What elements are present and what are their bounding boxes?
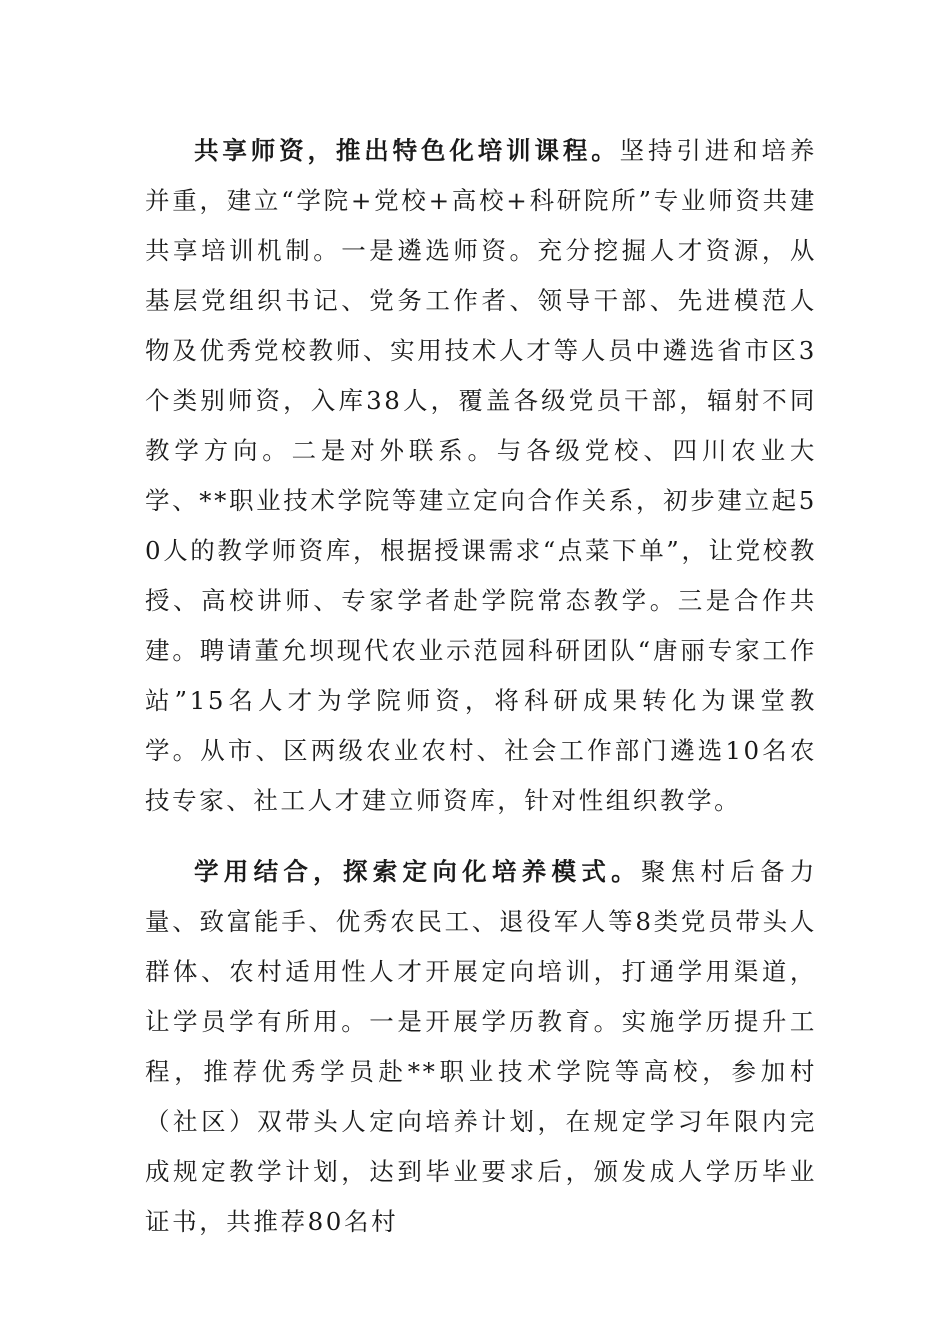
document-page (145, 126, 817, 1247)
paragraph-body: 坚持引进和培养并重，建立“学院+党校+高校+科研院所”专业师资共建共享培训机制。一是遴选师资。充分挖掘人才资源，从基层党组织书记、党务工作者、领导干部、先进模范人物及优秀党校教师、实用技术人才等人员中遴选省市区3个类别师资，入库38人，覆盖各级党员干部，辐射不同教学方向。二是对外联系。与各级党校、四川农业大学、**职业技术学院等建立定向合作关系，初步建立起50人的教学师资库，根据授课需求“点菜下单”，让党校教授、高校讲师、专家学者赴学院常态教学。三是合作共建。聘请董允坝现代农业示范园科研团队“唐丽专家工作站”15名人才为学院师资，将科研成果转化为课堂教学。从市、区两级农业农村、社会工作部门遴选10名农技专家、社工人才建立师资库，针对性组织教学。 (145, 136, 817, 815)
paragraph-directed-training (145, 847, 817, 1247)
paragraph-shared-faculty (145, 126, 817, 826)
paragraph-body: 聚焦村后备力量、致富能手、优秀农民工、退役军人等8类党员带头人群体、农村适用性人才开展定向培训，打通学用渠道，让学员学有所用。一是开展学历教育。实施学历提升工程，推荐优秀学员赴**职业技术学院等高校，参加村（社区）双带头人定向培养计划，在规定学习年限内完成规定教学计划，达到毕业要求后，颁发成人学历毕业证书，共推荐80名村 (145, 857, 817, 1236)
paragraph-heading: 共享师资，推出特色化培训课程。 (194, 136, 620, 165)
paragraph-heading: 学用结合，探索定向化培养模式。 (194, 857, 641, 886)
